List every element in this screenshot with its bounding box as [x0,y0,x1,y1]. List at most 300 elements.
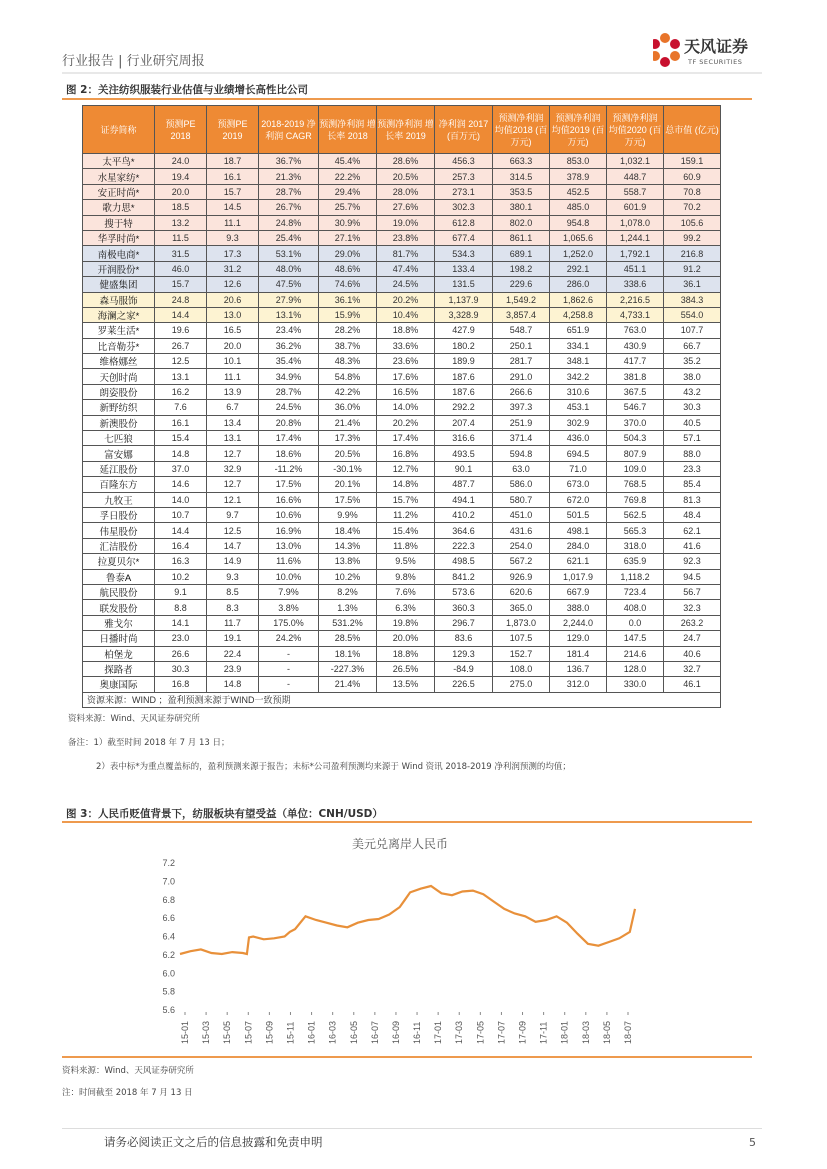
table-cell: 46.0 [155,261,207,276]
table-cell: 17.4% [259,431,319,446]
x-tick-label: 15-11 [285,1021,296,1044]
table-cell: 11.1 [207,369,259,384]
table-cell: 451.0 [493,507,550,522]
table-cell: 314.5 [493,169,550,184]
table-cell: 26.7% [259,200,319,215]
table-cell: 216.8 [664,246,721,261]
table-cell: 694.5 [550,446,607,461]
table-header-cell: 预测净利润 均值2019 (百万元) [550,106,607,154]
footer-disclaimer: 请务必阅读正文之后的信息披露和免责申明 [104,1135,323,1149]
table-cell: 534.3 [435,246,493,261]
table-header-cell: 预测净利润 均值2018 (百万元) [493,106,550,154]
table-cell: 35.4% [259,354,319,369]
table-cell: 673.0 [550,477,607,492]
table-cell: 498.1 [550,523,607,538]
table-cell: 594.8 [493,446,550,461]
table-row [83,492,721,507]
table-row [83,646,721,661]
table-cell: 378.9 [550,169,607,184]
y-tick-label: 6.4 [162,931,175,942]
table-cell: 427.9 [435,323,493,338]
table-cell: 11.1 [207,215,259,230]
table-cell: 99.2 [664,230,721,245]
table-cell: 28.7% [259,184,319,199]
table-cell: 601.9 [607,200,664,215]
table-cell: 133.4 [435,261,493,276]
table-cell: 23.6% [377,354,435,369]
table-cell: 310.6 [550,384,607,399]
table-cell: 107.5 [493,631,550,646]
table-cell: 32.3 [664,600,721,615]
table-cell: 94.5 [664,569,721,584]
table-cell: 53.1% [259,246,319,261]
table-cell: 498.5 [435,554,493,569]
table-cell: 15.7 [207,184,259,199]
table-cell: -11.2% [259,461,319,476]
table-cell: 214.6 [607,646,664,661]
y-tick-label: 5.8 [162,986,175,997]
table-cell: 2,216.5 [607,292,664,307]
table-cell: 13.0 [207,307,259,322]
table-cell: 16.5 [207,323,259,338]
table-cell: 1,065.6 [550,230,607,245]
table-cell: 66.7 [664,338,721,353]
figure3-bottom-rule [62,1056,752,1058]
table-row [83,184,721,199]
table-cell: 8.2% [319,584,377,599]
table-cell: 565.3 [607,523,664,538]
table-cell: 558.7 [607,184,664,199]
table-cell: 29.0% [319,246,377,261]
table-cell: 388.0 [550,600,607,615]
company-name-cell: 伟星股份 [83,523,155,538]
table-row [83,338,721,353]
table-cell: 13.9 [207,384,259,399]
table-cell: 13.5% [377,677,435,692]
table-cell: 25.7% [319,200,377,215]
table-cell: 129.0 [550,631,607,646]
table-cell: 20.5% [377,169,435,184]
table-cell: 27.9% [259,292,319,307]
x-tick-label: 17-11 [538,1021,549,1044]
table-cell: 257.3 [435,169,493,184]
company-name-cell: 开润股份* [83,261,155,276]
table-cell: 11.2% [377,507,435,522]
company-name-cell: 探路者 [83,661,155,676]
x-tick-label: 16-09 [390,1020,401,1044]
table-cell: 342.2 [550,369,607,384]
table-cell: 667.9 [550,584,607,599]
table-cell: 1,792.1 [607,246,664,261]
table-cell: 12.7 [207,446,259,461]
table-cell: 56.7 [664,584,721,599]
table-cell: 573.6 [435,584,493,599]
table-cell: 11.8% [377,538,435,553]
x-tick-label: 16-01 [306,1020,317,1044]
table-row [83,246,721,261]
table-cell: 273.1 [435,184,493,199]
table-cell: 334.1 [550,338,607,353]
table-cell: 17.5% [259,477,319,492]
table-row [83,323,721,338]
x-tick-label: 15-07 [243,1020,254,1044]
table-cell: 38.7% [319,338,377,353]
table-cell: 430.9 [607,338,664,353]
table-cell: 586.0 [493,477,550,492]
table-cell: 8.8 [155,600,207,615]
table-cell: 2,244.0 [550,615,607,630]
table-cell: 16.2 [155,384,207,399]
table-cell: 452.5 [550,184,607,199]
table-cell: 19.0% [377,215,435,230]
table-cell: 16.6% [259,492,319,507]
table-cell: 494.1 [435,492,493,507]
table-cell: 17.5% [319,492,377,507]
company-name-cell: 搜于特 [83,215,155,230]
table-cell: 92.3 [664,554,721,569]
table-header-cell: 预测PE 2019 [207,106,259,154]
company-name-cell: 柏堡龙 [83,646,155,661]
table-cell: 12.5 [155,354,207,369]
table-cell: 7.6% [377,584,435,599]
table-cell: 954.8 [550,215,607,230]
table-cell: 250.1 [493,338,550,353]
table-cell: 15.7% [377,492,435,507]
table-cell: -30.1% [319,461,377,476]
x-tick-label: 17-07 [496,1020,507,1044]
company-name-cell: 罗莱生活* [83,323,155,338]
table-cell: 32.7 [664,661,721,676]
x-tick-label: 15-05 [222,1020,233,1044]
table-cell: 17.6% [377,369,435,384]
table-cell: 13.2 [155,215,207,230]
table-cell: 207.4 [435,415,493,430]
company-name-cell: 天创时尚 [83,369,155,384]
table-cell: 14.0 [155,492,207,507]
x-tick-label: 16-07 [369,1020,380,1044]
table-cell: 689.1 [493,246,550,261]
table-cell: 531.2% [319,615,377,630]
figure2-title: 图 2：关注纺织服装行业估值与业绩增长高性比公司 [66,84,308,96]
table-cell: 26.6 [155,646,207,661]
table-cell: 620.6 [493,584,550,599]
table-cell: 152.7 [493,646,550,661]
table-row [83,415,721,430]
table-cell: 723.4 [607,584,664,599]
x-tick-label: 16-05 [348,1020,359,1044]
report-header-title: 行业报告 | 行业研究周报 [62,54,205,69]
table-row [83,507,721,522]
table-cell: 47.5% [259,277,319,292]
table-cell: 46.1 [664,677,721,692]
table-cell: 251.9 [493,415,550,430]
table-cell: 187.6 [435,369,493,384]
table-cell: 34.9% [259,369,319,384]
table-cell: 14.6 [155,477,207,492]
table-cell: 88.0 [664,446,721,461]
table-cell: 159.1 [664,154,721,169]
table-cell: 20.6 [207,292,259,307]
y-tick-label: 6.2 [162,949,175,960]
table-cell: 21.4% [319,677,377,692]
company-name-cell: 七匹狼 [83,431,155,446]
table-cell: 926.9 [493,569,550,584]
table-cell: 22.2% [319,169,377,184]
table-cell: 21.3% [259,169,319,184]
table-cell: 27.6% [377,200,435,215]
table-row [83,477,721,492]
table-cell: 6.7 [207,400,259,415]
table-cell: 263.2 [664,615,721,630]
table-cell: 189.9 [435,354,493,369]
table-cell: 31.2 [207,261,259,276]
table-cell: 1,017.9 [550,569,607,584]
table-cell: 222.3 [435,538,493,553]
table-cell: 769.8 [607,492,664,507]
table-cell: 417.7 [607,354,664,369]
table-cell: 23.8% [377,230,435,245]
table-header-row [83,106,721,154]
table-header-cell: 2018-2019 净利润 CAGR [259,106,319,154]
table-cell: 12.5 [207,523,259,538]
table-cell: 3,328.9 [435,307,493,322]
figure2-title-rule [62,98,752,100]
table-cell: 254.0 [493,538,550,553]
table-cell: 18.1% [319,646,377,661]
table-cell: 353.5 [493,184,550,199]
company-name-cell: 水星家纺* [83,169,155,184]
table-cell: 10.0% [259,569,319,584]
table-cell: 83.6 [435,631,493,646]
table-cell: 23.3 [664,461,721,476]
table-cell: 90.1 [435,461,493,476]
table-row [83,369,721,384]
table-cell: 15.4 [155,431,207,446]
table-cell: 9.1 [155,584,207,599]
brand-en: TF SECURITIES [688,58,743,66]
table-cell: 18.8% [377,646,435,661]
table-cell: 672.0 [550,492,607,507]
table-cell: 380.1 [493,200,550,215]
table-cell: 318.0 [607,538,664,553]
x-tick-label: 15-09 [264,1020,275,1044]
table-cell: 302.3 [435,200,493,215]
table-cell: 20.5% [319,446,377,461]
table-cell: 677.4 [435,230,493,245]
valuation-table [82,105,721,708]
table-cell: 281.7 [493,354,550,369]
table-cell: 14.1 [155,615,207,630]
table-cell: 1,873.0 [493,615,550,630]
table-row [83,354,721,369]
table-cell: 14.4 [155,523,207,538]
table-cell: 548.7 [493,323,550,338]
table-cell: - [259,677,319,692]
company-name-cell: 南极电商* [83,246,155,261]
table-cell: 81.7% [377,246,435,261]
table-cell: 9.3 [207,569,259,584]
table-cell: 36.1 [664,277,721,292]
table-cell: 24.0 [155,154,207,169]
table-cell: 381.8 [607,369,664,384]
table-cell: 91.2 [664,261,721,276]
table-cell: 48.0% [259,261,319,276]
table-cell: 13.8% [319,554,377,569]
table-cell: 42.2% [319,384,377,399]
y-tick-label: 6.8 [162,894,175,905]
table-cell: 18.7 [207,154,259,169]
table-row [83,200,721,215]
table-cell: 107.7 [664,323,721,338]
table-cell: 47.4% [377,261,435,276]
x-tick-label: 18-07 [623,1020,633,1044]
table-cell: 9.8% [377,569,435,584]
table-cell: 10.1 [207,354,259,369]
table-row [83,631,721,646]
table-row [83,261,721,276]
table-cell: 23.9 [207,661,259,676]
company-name-cell: 延江股份 [83,461,155,476]
table-cell: 485.0 [550,200,607,215]
company-name-cell: 维格娜丝 [83,354,155,369]
table-cell: 302.9 [550,415,607,430]
table-cell: 546.7 [607,400,664,415]
table-cell: 1,118.2 [607,569,664,584]
table-cell: 19.8% [377,615,435,630]
company-name-cell: 森马服饰 [83,292,155,307]
table-cell: 198.2 [493,261,550,276]
table-cell: 81.3 [664,492,721,507]
figure2-note2: 2）表中标*为重点覆盖标的，盈利预测来源于报告；未标*公司盈利预测均来源于 Wind 资讯 2018-2019 净利润预测的均值； [96,762,571,772]
table-cell: 13.1 [207,431,259,446]
table-cell: 15.7 [155,277,207,292]
table-cell: 4,733.1 [607,307,664,322]
company-name-cell: 汇洁股份 [83,538,155,553]
table-cell: 18.6% [259,446,319,461]
x-tick-label: 18-01 [559,1020,570,1044]
table-cell: 266.6 [493,384,550,399]
table-cell: 180.2 [435,338,493,353]
table-cell: 802.0 [493,215,550,230]
table-cell: 275.0 [493,677,550,692]
table-row [83,554,721,569]
table-cell: 436.0 [550,431,607,446]
table-cell: 296.7 [435,615,493,630]
table-cell: 28.7% [259,384,319,399]
table-cell: 17.3% [319,431,377,446]
table-cell: 14.7 [207,538,259,553]
table-row [83,215,721,230]
table-cell: 147.5 [607,631,664,646]
table-cell: 9.7 [207,507,259,522]
table-cell: 105.6 [664,215,721,230]
y-tick-label: 5.6 [162,1005,175,1015]
table-cell: -84.9 [435,661,493,676]
y-tick-label: 7.0 [162,876,175,887]
table-cell: 129.3 [435,646,493,661]
figure3-source: 资料来源：Wind、天风证券研究所 [62,1066,194,1076]
table-row [83,461,721,476]
table-cell: 48.3% [319,354,377,369]
table-cell: 410.2 [435,507,493,522]
table-cell: 14.8 [155,446,207,461]
table-cell: 32.9 [207,461,259,476]
table-cell: 14.8 [207,677,259,692]
series-line-cnh [180,886,635,954]
table-cell: 30.3 [155,661,207,676]
table-cell: 14.5 [207,200,259,215]
table-cell: 15.4% [377,523,435,538]
table-cell: 28.0% [377,184,435,199]
table-cell: 16.8 [155,677,207,692]
x-tick-label: 18-05 [601,1020,612,1044]
table-cell: 70.8 [664,184,721,199]
table-cell: 364.6 [435,523,493,538]
table-cell: 20.0 [155,184,207,199]
table-cell: 554.0 [664,307,721,322]
table-cell: 501.5 [550,507,607,522]
table-cell: 284.0 [550,538,607,553]
company-name-cell: 太平鸟* [83,154,155,169]
table-cell: 24.5% [377,277,435,292]
table-cell: 19.1 [207,631,259,646]
table-row [83,538,721,553]
table-source-row [83,692,721,707]
table-cell: 16.9% [259,523,319,538]
table-cell: 312.0 [550,677,607,692]
table-cell: 451.1 [607,261,664,276]
table-cell: 370.0 [607,415,664,430]
table-cell: 292.2 [435,400,493,415]
table-cell: 13.1 [155,369,207,384]
table-cell: 18.5 [155,200,207,215]
table-cell: 360.3 [435,600,493,615]
table-cell: 20.8% [259,415,319,430]
table-cell: -227.3% [319,661,377,676]
table-cell: 12.7 [207,477,259,492]
table-cell: 316.6 [435,431,493,446]
table-cell: 13.1% [259,307,319,322]
table-cell: 30.9% [319,215,377,230]
table-cell: 1,032.1 [607,154,664,169]
table-cell: 371.4 [493,431,550,446]
table-cell: 853.0 [550,154,607,169]
table-cell: 367.5 [607,384,664,399]
table-cell: 292.1 [550,261,607,276]
table-cell: 17.4% [377,431,435,446]
table-cell: 12.6 [207,277,259,292]
table-row [83,584,721,599]
table-cell: 1,862.6 [550,292,607,307]
table-cell: 57.1 [664,431,721,446]
table-cell: 187.6 [435,384,493,399]
table-cell: 453.1 [550,400,607,415]
table-cell: 11.6% [259,554,319,569]
table-row [83,292,721,307]
table-cell: 1,078.0 [607,215,664,230]
table-cell: 109.0 [607,461,664,476]
table-cell: 29.4% [319,184,377,199]
company-name-cell: 海澜之家* [83,307,155,322]
table-cell: 807.9 [607,446,664,461]
table-cell: 12.1 [207,492,259,507]
table-cell: 14.0% [377,400,435,415]
table-cell: 1,244.1 [607,230,664,245]
table-cell: 175.0% [259,615,319,630]
x-tick-label: 15-01 [180,1020,190,1044]
table-cell: 24.8 [155,292,207,307]
table-cell: - [259,661,319,676]
